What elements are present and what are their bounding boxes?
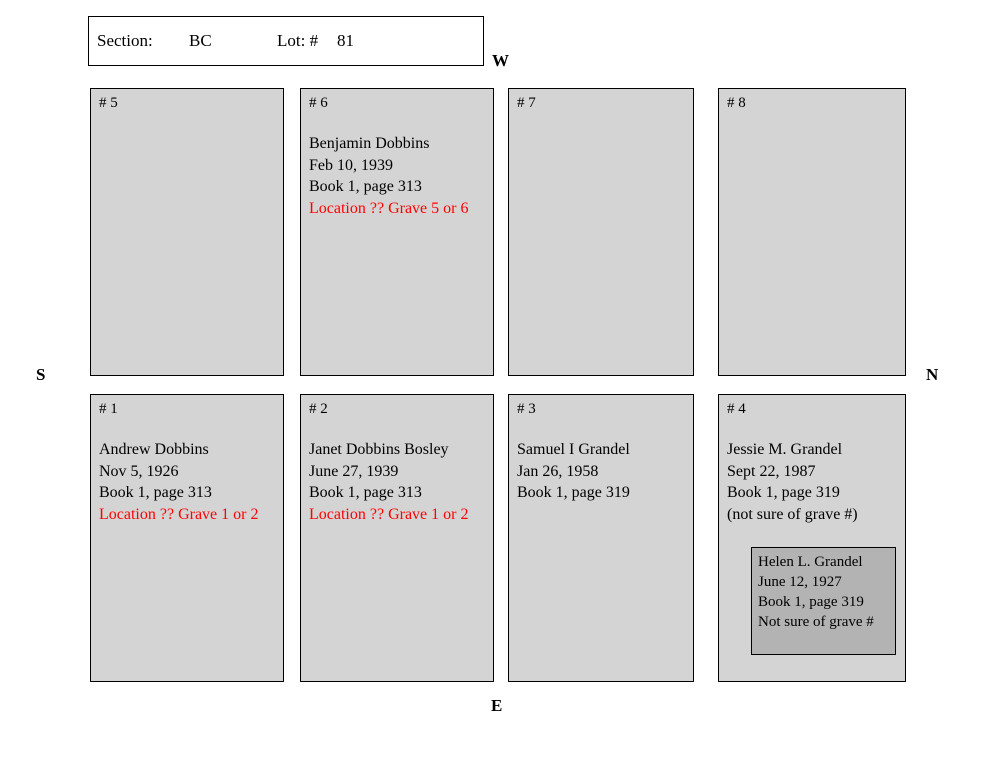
detail-line: Location ?? Grave 1 or 2 <box>309 505 469 523</box>
detail-line: Location ?? Grave 5 or 6 <box>309 199 469 217</box>
plot-number: # 5 <box>99 95 118 111</box>
detail-line: Janet Dobbins Bosley <box>309 441 449 458</box>
detail-line: Book 1, page 319 <box>727 484 840 501</box>
plot-details <box>309 133 487 219</box>
detail-line: Location ?? Grave 1 or 2 <box>99 505 259 523</box>
section-lot-header <box>88 16 484 66</box>
detail-line: Book 1, page 313 <box>309 484 422 501</box>
detail-line: Jessie M. Grandel <box>727 441 843 458</box>
plot-number: # 8 <box>727 95 746 111</box>
compass-north: N <box>926 365 939 384</box>
compass-south: S <box>36 365 46 384</box>
grave-plot-8 <box>718 88 906 376</box>
plot-number: # 7 <box>517 95 536 111</box>
section-value: BC <box>189 31 212 50</box>
plot-number: # 1 <box>99 401 118 417</box>
plot-details <box>727 439 899 525</box>
detail-line: Helen L. Grandel <box>758 554 863 570</box>
detail-line: Sept 22, 1987 <box>727 462 816 480</box>
grave-plot-6 <box>300 88 494 376</box>
grave-plot-1 <box>90 394 284 682</box>
detail-line: Feb 10, 1939 <box>309 156 393 174</box>
detail-line: (not sure of grave #) <box>727 505 858 523</box>
grave-plot-4-inset-burial <box>751 547 896 655</box>
detail-line: Andrew Dobbins <box>99 441 209 458</box>
grave-plot-3 <box>508 394 694 682</box>
detail-line: Jan 26, 1958 <box>517 462 599 480</box>
plot-details <box>99 439 277 525</box>
compass-west: W <box>492 51 509 70</box>
plot-number: # 3 <box>517 401 536 417</box>
detail-line: Book 1, page 319 <box>758 594 864 610</box>
detail-line: Samuel I Grandel <box>517 441 630 458</box>
grave-plot-2 <box>300 394 494 682</box>
plot-number: # 2 <box>309 401 328 417</box>
grave-plot-7 <box>508 88 694 376</box>
lot-value: 81 <box>337 31 354 50</box>
lot-label: Lot: # <box>277 31 319 50</box>
grave-plot-4 <box>718 394 906 682</box>
detail-line: June 12, 1927 <box>758 574 842 590</box>
inset-details <box>758 552 891 632</box>
detail-line: Book 1, page 313 <box>309 178 422 195</box>
plot-details <box>309 439 487 525</box>
plot-details <box>517 439 687 504</box>
detail-line: Nov 5, 1926 <box>99 462 179 480</box>
plot-number: # 6 <box>309 95 328 111</box>
detail-line: Benjamin Dobbins <box>309 135 430 152</box>
detail-line: Not sure of grave # <box>758 614 874 630</box>
grave-plot-5 <box>90 88 284 376</box>
section-label: Section: <box>97 31 153 50</box>
plot-number: # 4 <box>727 401 746 417</box>
detail-line: Book 1, page 319 <box>517 484 630 501</box>
compass-east: E <box>491 696 503 715</box>
detail-line: June 27, 1939 <box>309 462 399 480</box>
detail-line: Book 1, page 313 <box>99 484 212 501</box>
